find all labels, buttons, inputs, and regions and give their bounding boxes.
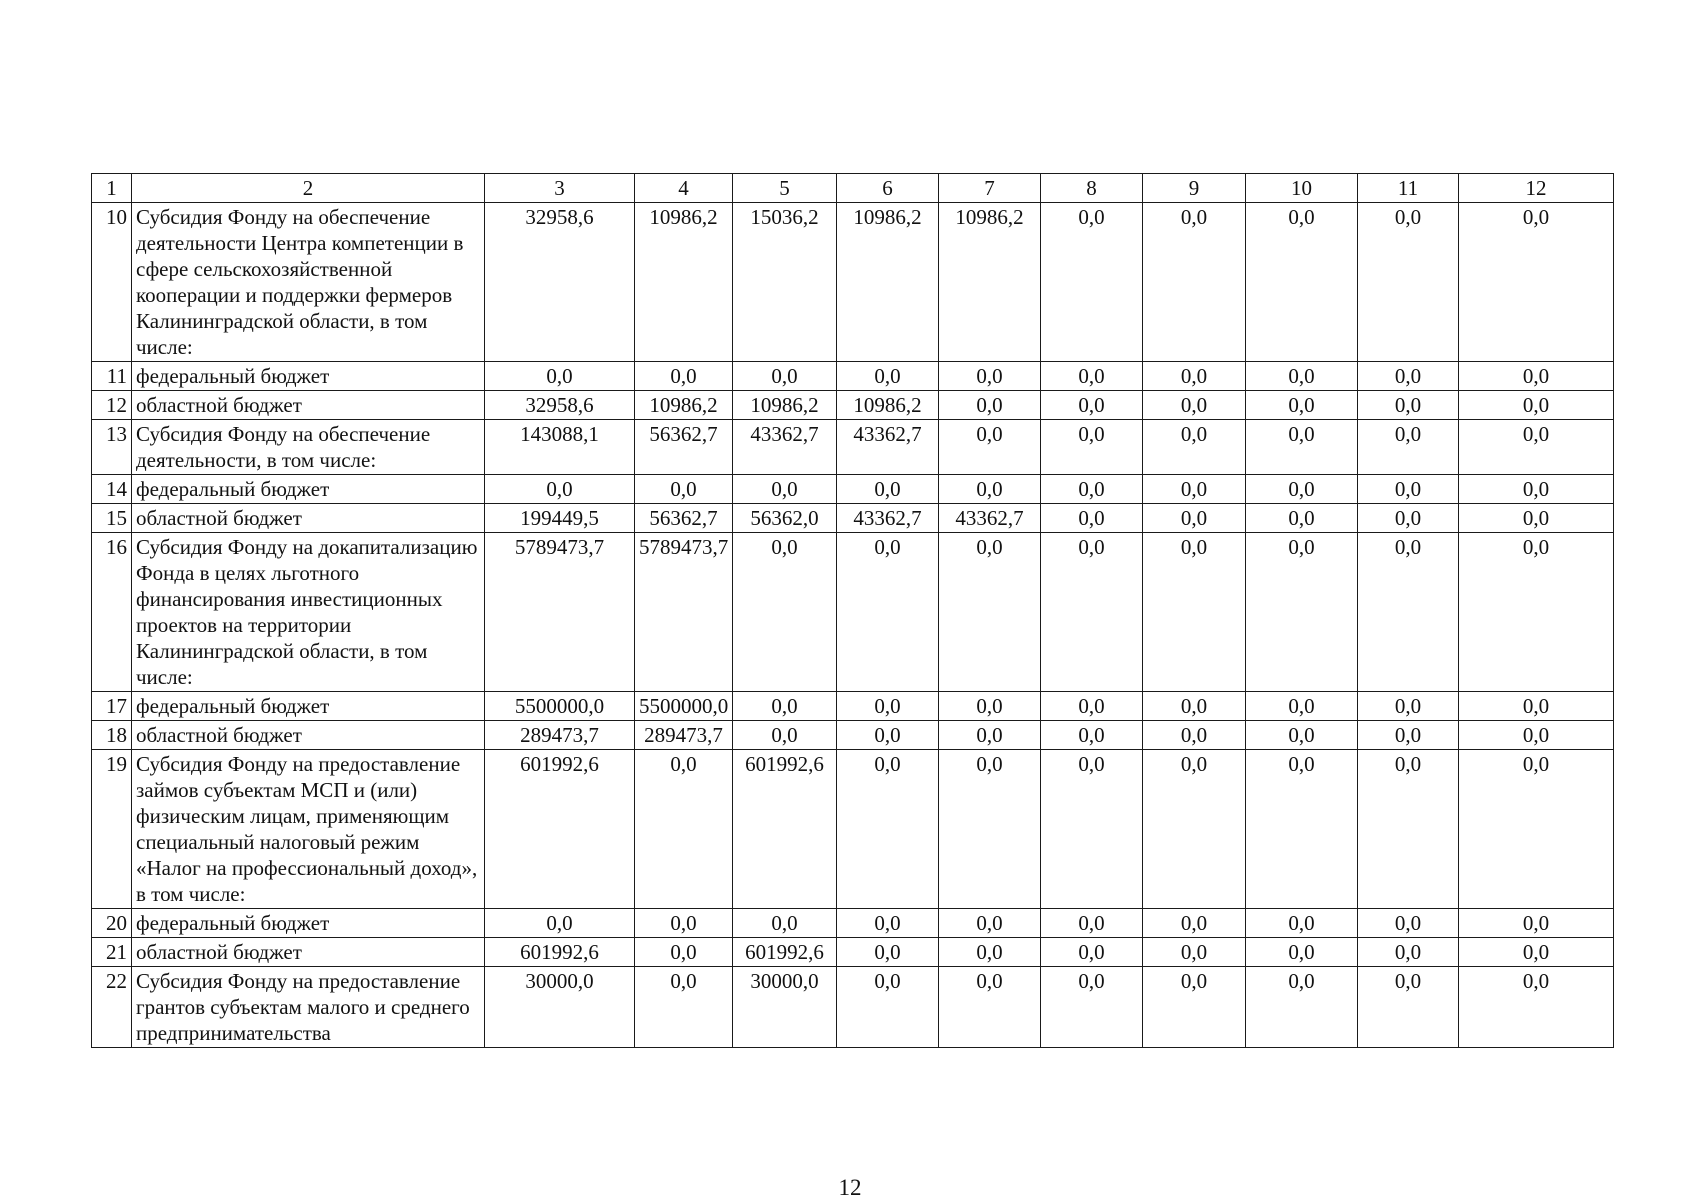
table-row [92,750,1614,909]
value-cell: 0,0 [1143,533,1246,692]
value-cell: 601992,6 [485,938,635,967]
value-cell: 601992,6 [485,750,635,909]
value-cell: 5789473,7 [635,533,733,692]
value-cell: 0,0 [635,967,733,1048]
value-cell: 0,0 [1246,750,1358,909]
value-cell: 5789473,7 [485,533,635,692]
value-cell: 0,0 [1041,750,1143,909]
budget-table [91,173,1614,1048]
value-cell: 0,0 [1246,391,1358,420]
row-number-cell: 21 [92,938,132,967]
table-row [92,420,1614,475]
value-cell: 0,0 [1358,909,1459,938]
row-name-cell: Субсидия Фонду на обеспечение деятельности Центра компетенции в сфере сельскохозяйственной кооперации и поддержки фермеров Калининградской области, в том числе: [132,203,485,362]
value-cell: 0,0 [1358,504,1459,533]
value-cell: 0,0 [1041,203,1143,362]
row-name-cell: Субсидия Фонду на обеспечение деятельности, в том числе: [132,420,485,475]
value-cell: 0,0 [1459,721,1614,750]
value-cell: 0,0 [1246,203,1358,362]
value-cell: 0,0 [1246,420,1358,475]
row-name-cell: областной бюджет [132,504,485,533]
value-cell: 0,0 [1041,692,1143,721]
table-row [92,362,1614,391]
value-cell: 0,0 [939,533,1041,692]
value-cell: 5500000,0 [635,692,733,721]
value-cell: 43362,7 [939,504,1041,533]
row-name-cell: Субсидия Фонду на докапитализацию Фонда в целях льготного финансирования инвестиционных проектов на территории Калининградской области, в том числе: [132,533,485,692]
value-cell: 0,0 [1143,475,1246,504]
row-number-cell: 13 [92,420,132,475]
value-cell: 0,0 [733,362,837,391]
value-cell: 0,0 [1246,475,1358,504]
value-cell: 10986,2 [939,203,1041,362]
value-cell: 0,0 [939,967,1041,1048]
value-cell: 143088,1 [485,420,635,475]
value-cell: 0,0 [1459,692,1614,721]
table-row [92,692,1614,721]
value-cell: 0,0 [1041,391,1143,420]
value-cell: 5500000,0 [485,692,635,721]
value-cell: 56362,7 [635,420,733,475]
value-cell: 0,0 [733,692,837,721]
value-cell: 0,0 [1246,967,1358,1048]
value-cell: 56362,7 [635,504,733,533]
value-cell: 0,0 [1358,203,1459,362]
value-cell: 0,0 [1358,420,1459,475]
value-cell: 0,0 [939,909,1041,938]
value-cell: 0,0 [1358,362,1459,391]
value-cell: 0,0 [1041,420,1143,475]
value-cell: 0,0 [1459,391,1614,420]
value-cell: 0,0 [1358,967,1459,1048]
value-cell: 0,0 [1143,750,1246,909]
value-cell: 0,0 [1358,721,1459,750]
column-number-cell: 2 [132,174,485,203]
value-cell: 0,0 [1041,362,1143,391]
value-cell: 0,0 [635,362,733,391]
row-name-cell: федеральный бюджет [132,909,485,938]
row-name-cell: федеральный бюджет [132,692,485,721]
value-cell: 0,0 [837,967,939,1048]
row-name-cell: областной бюджет [132,391,485,420]
value-cell: 0,0 [1143,692,1246,721]
column-number-cell: 6 [837,174,939,203]
column-number-cell: 3 [485,174,635,203]
value-cell: 0,0 [1358,750,1459,909]
value-cell: 0,0 [1143,362,1246,391]
column-number-cell: 10 [1246,174,1358,203]
value-cell: 0,0 [837,909,939,938]
table-row [92,391,1614,420]
table-row [92,504,1614,533]
value-cell: 0,0 [837,938,939,967]
value-cell: 289473,7 [635,721,733,750]
value-cell: 0,0 [1143,420,1246,475]
table-row [92,938,1614,967]
value-cell: 289473,7 [485,721,635,750]
value-cell: 199449,5 [485,504,635,533]
value-cell: 0,0 [1246,721,1358,750]
value-cell: 0,0 [635,938,733,967]
value-cell: 30000,0 [485,967,635,1048]
value-cell: 43362,7 [837,420,939,475]
row-name-cell: федеральный бюджет [132,475,485,504]
value-cell: 32958,6 [485,391,635,420]
value-cell: 0,0 [1041,504,1143,533]
value-cell: 0,0 [1246,362,1358,391]
value-cell: 0,0 [635,475,733,504]
row-number-cell: 15 [92,504,132,533]
row-number-cell: 10 [92,203,132,362]
value-cell: 10986,2 [635,391,733,420]
value-cell: 0,0 [1459,475,1614,504]
column-number-cell: 8 [1041,174,1143,203]
row-number-cell: 18 [92,721,132,750]
value-cell: 0,0 [1143,909,1246,938]
row-number-cell: 12 [92,391,132,420]
value-cell: 0,0 [837,533,939,692]
table-row [92,533,1614,692]
value-cell: 0,0 [1143,721,1246,750]
value-cell: 0,0 [1246,938,1358,967]
row-number-cell: 11 [92,362,132,391]
value-cell: 0,0 [1459,533,1614,692]
value-cell: 10986,2 [837,391,939,420]
value-cell: 0,0 [939,420,1041,475]
value-cell: 0,0 [1041,938,1143,967]
value-cell: 10986,2 [635,203,733,362]
value-cell: 0,0 [1459,420,1614,475]
value-cell: 0,0 [1358,391,1459,420]
value-cell: 0,0 [1246,909,1358,938]
value-cell: 0,0 [939,391,1041,420]
value-cell: 43362,7 [733,420,837,475]
value-cell: 601992,6 [733,750,837,909]
value-cell: 0,0 [939,475,1041,504]
column-number-cell: 4 [635,174,733,203]
column-number-row [92,174,1614,203]
value-cell: 0,0 [733,909,837,938]
table-row [92,203,1614,362]
value-cell: 0,0 [939,750,1041,909]
value-cell: 0,0 [1459,967,1614,1048]
value-cell: 0,0 [1041,533,1143,692]
value-cell: 0,0 [1246,504,1358,533]
value-cell: 0,0 [837,475,939,504]
value-cell: 0,0 [1358,938,1459,967]
column-number-cell: 1 [92,174,132,203]
table-row [92,909,1614,938]
value-cell: 0,0 [1459,362,1614,391]
value-cell: 0,0 [939,938,1041,967]
value-cell: 0,0 [1041,721,1143,750]
value-cell: 0,0 [1459,750,1614,909]
table-body [92,174,1614,1048]
row-number-cell: 17 [92,692,132,721]
value-cell: 0,0 [837,692,939,721]
row-number-cell: 20 [92,909,132,938]
value-cell: 0,0 [1459,203,1614,362]
value-cell: 0,0 [1143,504,1246,533]
value-cell: 0,0 [939,721,1041,750]
row-name-cell: федеральный бюджет [132,362,485,391]
table-row [92,475,1614,504]
value-cell: 0,0 [1358,475,1459,504]
value-cell: 0,0 [733,533,837,692]
column-number-cell: 7 [939,174,1041,203]
row-name-cell: Субсидия Фонду на предоставление займов субъектам МСП и (или) физическим лицам, применяющим специальный налоговый режим «Налог на профессиональный доход», в том числе: [132,750,485,909]
value-cell: 0,0 [1143,938,1246,967]
value-cell: 0,0 [837,362,939,391]
row-name-cell: Субсидия Фонду на предоставление грантов субъектам малого и среднего предпринимательства [132,967,485,1048]
value-cell: 0,0 [485,362,635,391]
column-number-cell: 11 [1358,174,1459,203]
column-number-cell: 5 [733,174,837,203]
value-cell: 32958,6 [485,203,635,362]
value-cell: 601992,6 [733,938,837,967]
value-cell: 0,0 [1041,967,1143,1048]
value-cell: 0,0 [635,909,733,938]
value-cell: 0,0 [837,721,939,750]
value-cell: 43362,7 [837,504,939,533]
value-cell: 0,0 [1041,475,1143,504]
value-cell: 0,0 [1246,692,1358,721]
row-name-cell: областной бюджет [132,938,485,967]
value-cell: 0,0 [837,750,939,909]
value-cell: 30000,0 [733,967,837,1048]
value-cell: 10986,2 [837,203,939,362]
value-cell: 56362,0 [733,504,837,533]
value-cell: 0,0 [1459,504,1614,533]
value-cell: 0,0 [485,475,635,504]
value-cell: 0,0 [1358,692,1459,721]
value-cell: 0,0 [1041,909,1143,938]
value-cell: 15036,2 [733,203,837,362]
column-number-cell: 9 [1143,174,1246,203]
value-cell: 0,0 [1143,391,1246,420]
row-number-cell: 19 [92,750,132,909]
value-cell: 0,0 [939,692,1041,721]
column-number-cell: 12 [1459,174,1614,203]
value-cell: 0,0 [1358,533,1459,692]
row-number-cell: 14 [92,475,132,504]
row-name-cell: областной бюджет [132,721,485,750]
table-row [92,967,1614,1048]
value-cell: 0,0 [939,362,1041,391]
row-number-cell: 22 [92,967,132,1048]
value-cell: 0,0 [485,909,635,938]
value-cell: 0,0 [1246,533,1358,692]
row-number-cell: 16 [92,533,132,692]
value-cell: 10986,2 [733,391,837,420]
value-cell: 0,0 [635,750,733,909]
value-cell: 0,0 [733,475,837,504]
value-cell: 0,0 [733,721,837,750]
value-cell: 0,0 [1459,909,1614,938]
page-number: 12 [838,1175,862,1200]
table-row [92,721,1614,750]
value-cell: 0,0 [1143,203,1246,362]
value-cell: 0,0 [1143,967,1246,1048]
value-cell: 0,0 [1459,938,1614,967]
